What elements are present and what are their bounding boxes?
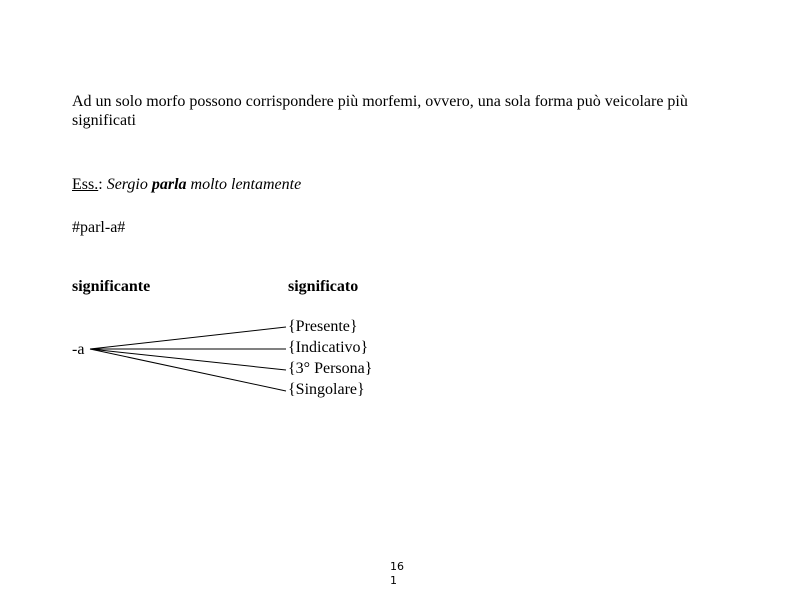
signified-heading: significato xyxy=(288,278,359,295)
sentence-end: molto lentamente xyxy=(186,176,302,193)
meaning-list xyxy=(288,316,372,400)
page-number-line: 1 xyxy=(390,574,397,587)
example-separator: : xyxy=(98,176,107,193)
meaning-item: {Singolare} xyxy=(288,381,365,398)
morph-label: -a xyxy=(72,341,85,358)
page-number xyxy=(390,560,404,588)
link-line xyxy=(90,349,286,370)
page-number-line: 16 xyxy=(390,560,404,573)
meaning-item: {Indicativo} xyxy=(288,339,369,356)
meaning-item: {3° Persona} xyxy=(288,360,373,377)
link-line xyxy=(90,349,286,391)
example-line xyxy=(72,175,301,194)
meaning-item: {Presente} xyxy=(288,318,358,335)
link-line xyxy=(90,327,286,349)
example-sentence xyxy=(107,176,302,193)
signifier-heading: significante xyxy=(72,278,151,295)
sentence-verb: parla xyxy=(151,176,187,193)
example-label: Ess. xyxy=(72,176,99,193)
intro-paragraph: Ad un solo morfo possono corrispondere più morfemi, ovvero, una sola forma può veicolare più significati xyxy=(72,93,688,129)
word-segmentation: #parl-a# xyxy=(72,219,126,236)
sentence-start: Sergio xyxy=(106,176,152,193)
